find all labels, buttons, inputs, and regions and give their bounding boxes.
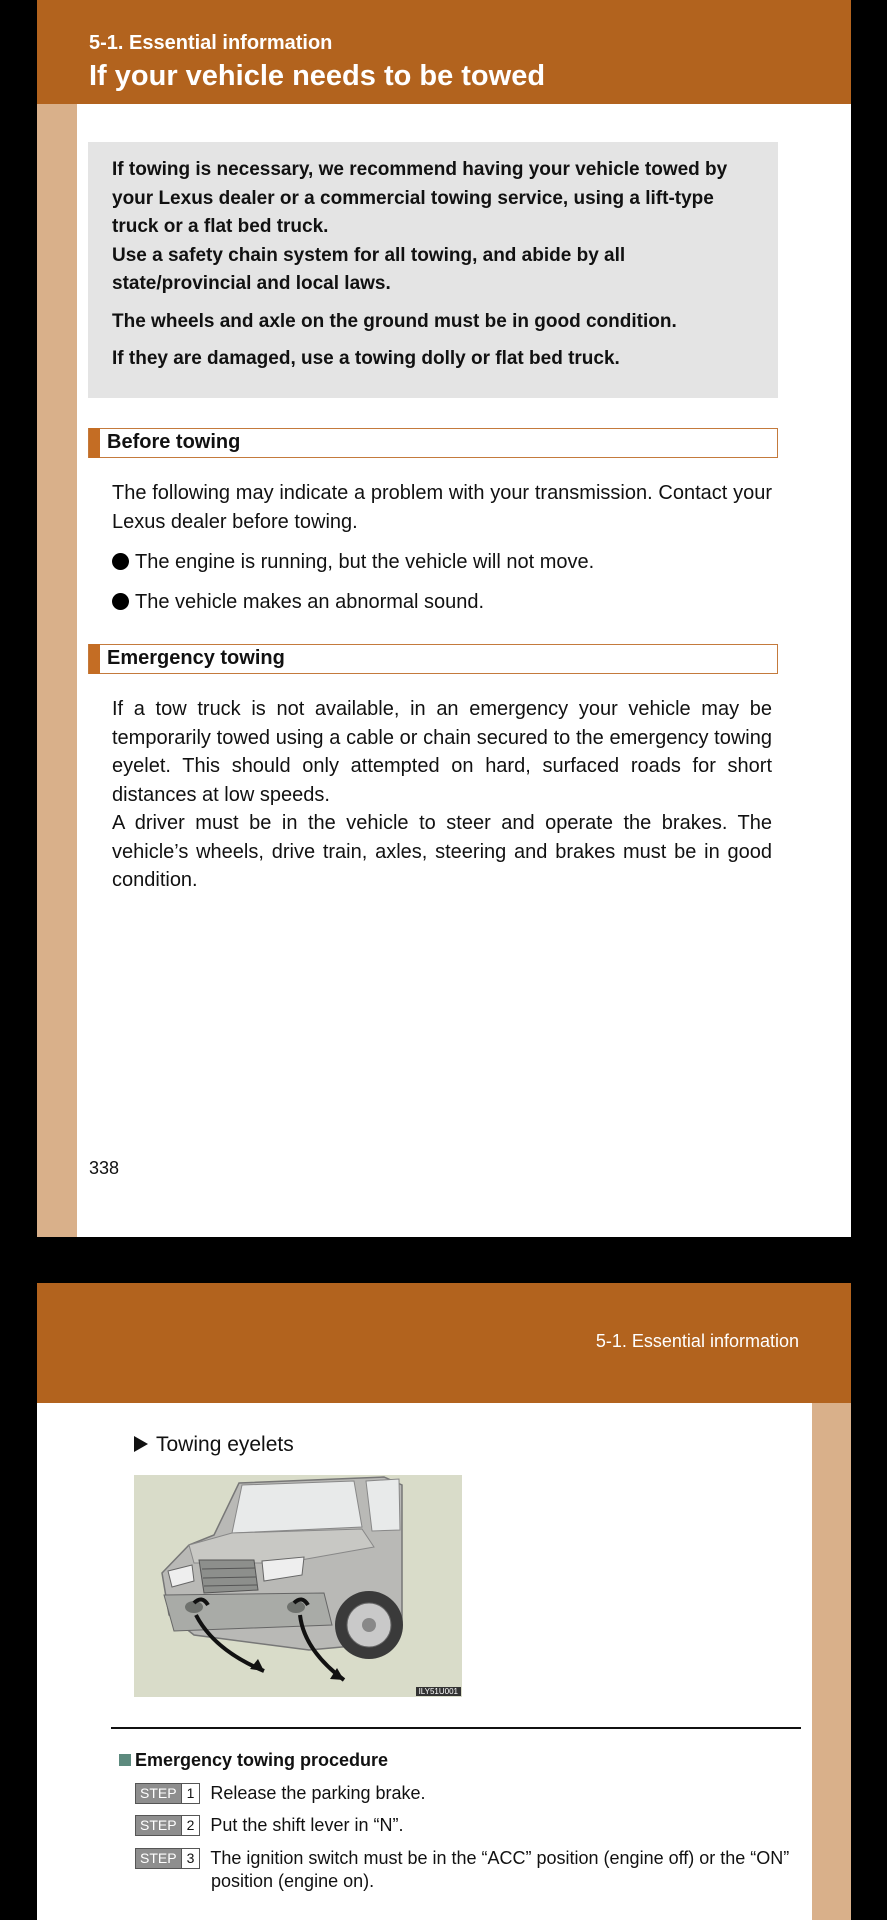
intro-paragraph: If they are damaged, use a towing dolly or flat bed truck. — [112, 348, 620, 369]
caption-text: Towing eyelets — [156, 1433, 294, 1456]
side-strip — [812, 1403, 851, 1920]
divider — [111, 1727, 801, 1729]
section-marker — [89, 428, 100, 458]
section-marker — [89, 644, 100, 674]
paragraph: The following may indicate a problem with your transmission. Contact your Lexus dealer before towing. — [112, 482, 772, 533]
illustration-code: ILY51U001 — [416, 1687, 461, 1696]
page-number: 338 — [89, 1158, 120, 1178]
procedure-step — [135, 1782, 426, 1804]
intro-box — [88, 142, 778, 398]
bullet-text: The engine is running, but the vehicle will not move. — [135, 551, 595, 573]
procedure-step — [135, 1847, 789, 1869]
section-heading-label: Before towing — [107, 431, 241, 453]
step-number: 3 — [181, 1849, 200, 1868]
paragraph: A driver must be in the vehicle to steer and operate the brakes. The vehicle’s wheels, drive train, axles, steering and brakes must be in good condition. — [112, 812, 772, 891]
section-label: 5-1. Essential information — [595, 1331, 799, 1351]
step-number: 1 — [181, 1784, 200, 1803]
section-heading-before-towing — [88, 428, 778, 458]
step-text: Put the shift lever in “N”. — [210, 1814, 404, 1835]
step-badge — [135, 1783, 200, 1804]
procedure-step — [135, 1814, 403, 1836]
procedure-title-text: Emergency towing procedure — [135, 1750, 389, 1770]
manual-page-next — [37, 1283, 851, 1920]
step-badge — [135, 1815, 200, 1836]
section-label: 5-1. Essential information — [89, 32, 333, 54]
step-text: The ignition switch must be in the “ACC” position (engine off) or the “ON” — [210, 1847, 790, 1868]
page-title: If your vehicle needs to be towed — [89, 60, 546, 92]
suv-towing-eyelet-image — [134, 1475, 462, 1697]
emergency-towing-text — [112, 695, 772, 895]
towing-eyelets-caption — [134, 1433, 294, 1457]
page-header — [37, 1283, 851, 1403]
step-badge — [135, 1848, 200, 1869]
bullet-item — [112, 591, 484, 614]
section-heading-label: Emergency towing — [107, 647, 285, 669]
procedure-title — [119, 1750, 388, 1771]
manual-page-338 — [37, 0, 851, 1237]
bullet-text: The vehicle makes an abnormal sound. — [135, 591, 485, 613]
vehicle-illustration — [134, 1475, 462, 1697]
page-header — [37, 0, 851, 104]
step-label: STEP — [136, 1849, 181, 1868]
bullet-icon — [112, 593, 129, 610]
intro-paragraph: If towing is necessary, we recommend having your vehicle towed by your Lexus dealer or a commercial towing service, using a lift-type truck or a flat bed truck. — [112, 159, 728, 237]
step-label: STEP — [136, 1816, 181, 1835]
step-text-continued: position (engine on). — [211, 1871, 375, 1891]
step-label: STEP — [136, 1784, 181, 1803]
before-towing-text — [112, 479, 772, 536]
square-bullet-icon — [119, 1754, 131, 1766]
section-heading-emergency-towing — [88, 644, 778, 674]
side-strip — [37, 104, 77, 1237]
step-text: Release the parking brake. — [210, 1782, 426, 1803]
bullet-icon — [112, 553, 129, 570]
intro-paragraph: Use a safety chain system for all towing, and abide by all state/provincial and local laws. — [112, 244, 626, 294]
paragraph: If a tow truck is not available, in an emergency your vehicle may be temporarily towed using a cable or chain secured to the emergency towing eyelet. This should only attempted on hard, surfaced roads for short distances at low speeds. — [112, 698, 772, 806]
bullet-item — [112, 551, 594, 574]
triangle-pointer-icon — [134, 1436, 148, 1452]
step-number: 2 — [181, 1816, 200, 1835]
intro-paragraph: The wheels and axle on the ground must be in good condition. — [112, 310, 677, 332]
